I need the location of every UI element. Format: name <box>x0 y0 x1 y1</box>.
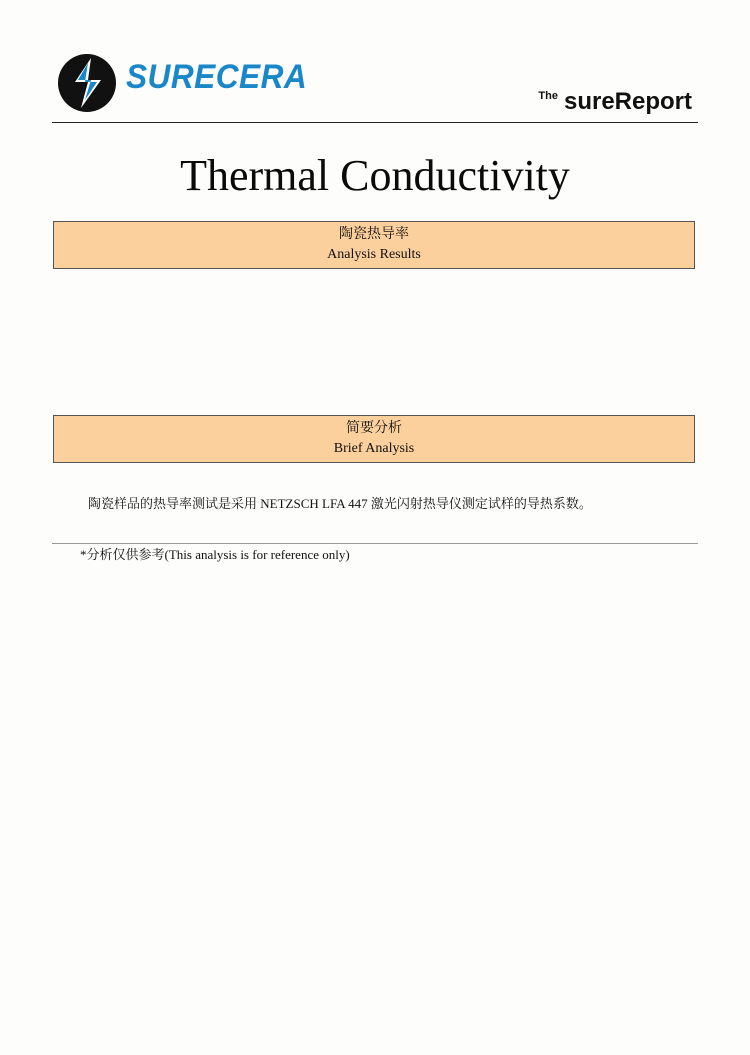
results-title-cn: 陶瓷热导率 <box>339 227 409 242</box>
report-prefix: The <box>538 90 558 102</box>
brief-title-en: Brief Analysis <box>333 441 415 456</box>
report-tag <box>538 90 692 114</box>
brief-analysis-header <box>53 415 695 463</box>
footer-divider <box>52 543 698 544</box>
page-title: Thermal Conductivity <box>180 151 570 200</box>
header-divider <box>52 122 698 123</box>
footnote: *分析仅供参考(This analysis is for reference only) <box>80 547 350 562</box>
report-name: sureReport <box>563 88 692 115</box>
results-title-en: Analysis Results <box>327 247 421 262</box>
brief-analysis-text: 陶瓷样品的热导率测试是采用 NETZSCH LFA 447 激光闪射热导仪测定试样的导热系数。 <box>88 496 592 511</box>
analysis-results-header <box>53 221 695 269</box>
brand-name: SURECERA <box>126 58 308 96</box>
brief-title-cn: 简要分析 <box>346 421 402 436</box>
surecera-logo-icon <box>57 52 117 114</box>
